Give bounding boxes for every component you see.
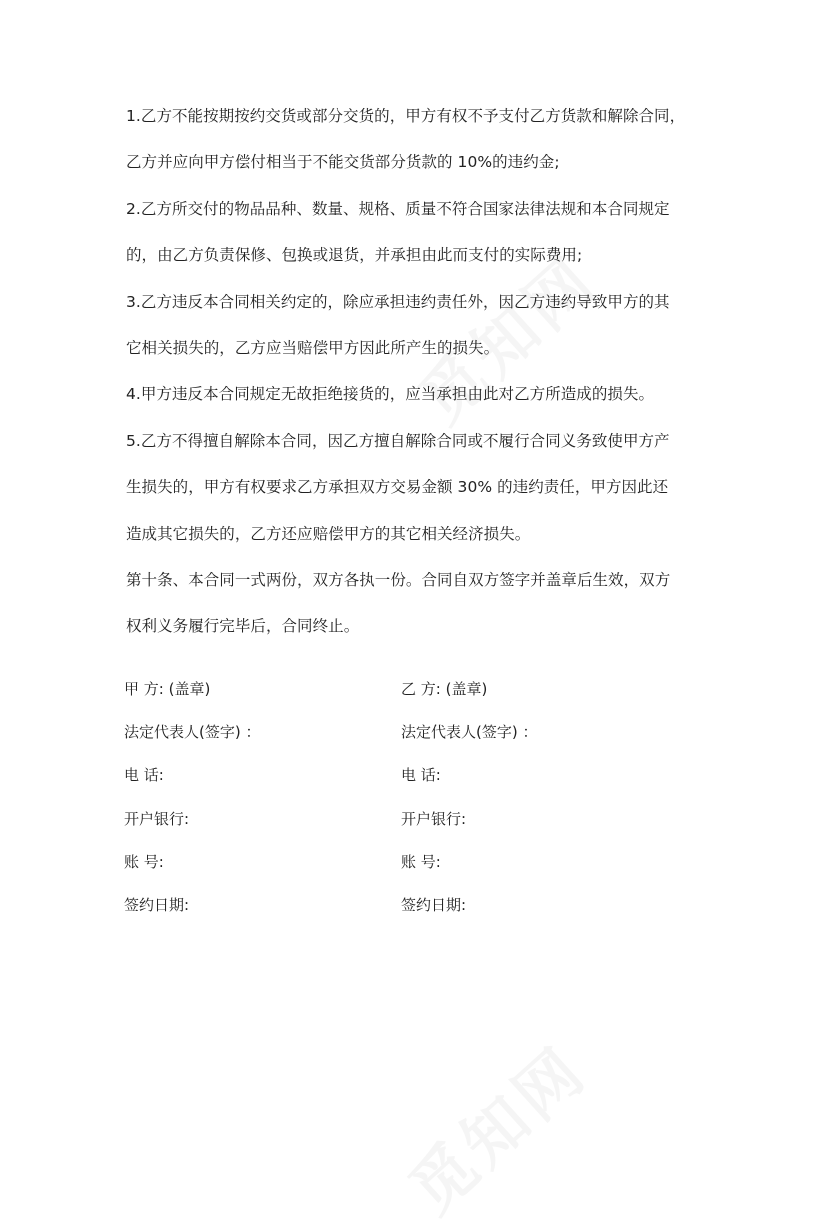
party-a-bank: 开户银行: (124, 810, 190, 828)
clause-line: 权利义务履行完毕后，合同终止。 (126, 617, 360, 636)
party-b-sign-date: 签约日期: (401, 896, 467, 914)
party-b-account: 账 号: (401, 853, 441, 871)
clause-line: 第十条、本合同一式两份，双方各执一份。合同自双方签字并盖章后生效，双方 (126, 570, 671, 589)
clause-line: 2.乙方所交付的物品品种、数量、规格、质量不符合国家法律法规和本合同规定 (126, 199, 670, 218)
party-a-phone: 电 话: (124, 766, 164, 784)
clause-line: 生损失的，甲方有权要求乙方承担双方交易金额 30% 的违约责任，甲方因此还 (126, 478, 669, 497)
clause-line: 乙方并应向甲方偿付相当于不能交货部分货款的 10%的违约金; (126, 153, 560, 172)
party-b-label: 乙 方: (盖章) (401, 680, 488, 698)
contract-clauses (126, 109, 716, 666)
party-a-sign-date: 签约日期: (124, 896, 190, 914)
party-a-account: 账 号: (124, 853, 164, 871)
clause-line: 3.乙方违反本合同相关约定的，除应承担违约责任外，因乙方违约导致甲方的其 (126, 292, 670, 311)
party-a-representative: 法定代表人(签字) ： (124, 723, 261, 741)
party-a-label: 甲 方: (盖章) (124, 680, 211, 698)
clause-line: 它相关损失的，乙方应当赔偿甲方因此所产生的损失。 (126, 338, 500, 357)
party-b-representative: 法定代表人(签字) ： (401, 723, 538, 741)
clause-line: 造成其它损失的，乙方还应赔偿甲方的其它相关经济损失。 (126, 524, 531, 543)
party-b-bank: 开户银行: (401, 810, 467, 828)
clause-line: 5.乙方不得擅自解除本合同，因乙方擅自解除合同或不履行合同义务致使甲方产 (126, 431, 670, 450)
clause-line: 1.乙方不能按期按约交货或部分交货的，甲方有权不予支付乙方货款和解除合同， (126, 107, 686, 125)
party-b-phone: 电 话: (401, 766, 441, 784)
clause-line: 4.甲方违反本合同规定无故拒绝接货的，应当承担由此对乙方所造成的损失。 (126, 385, 655, 404)
watermark (386, 1022, 604, 1230)
clause-line: 的，由乙方负责保修、包换或退货，并承担由此而支付的实际费用; (126, 246, 583, 265)
